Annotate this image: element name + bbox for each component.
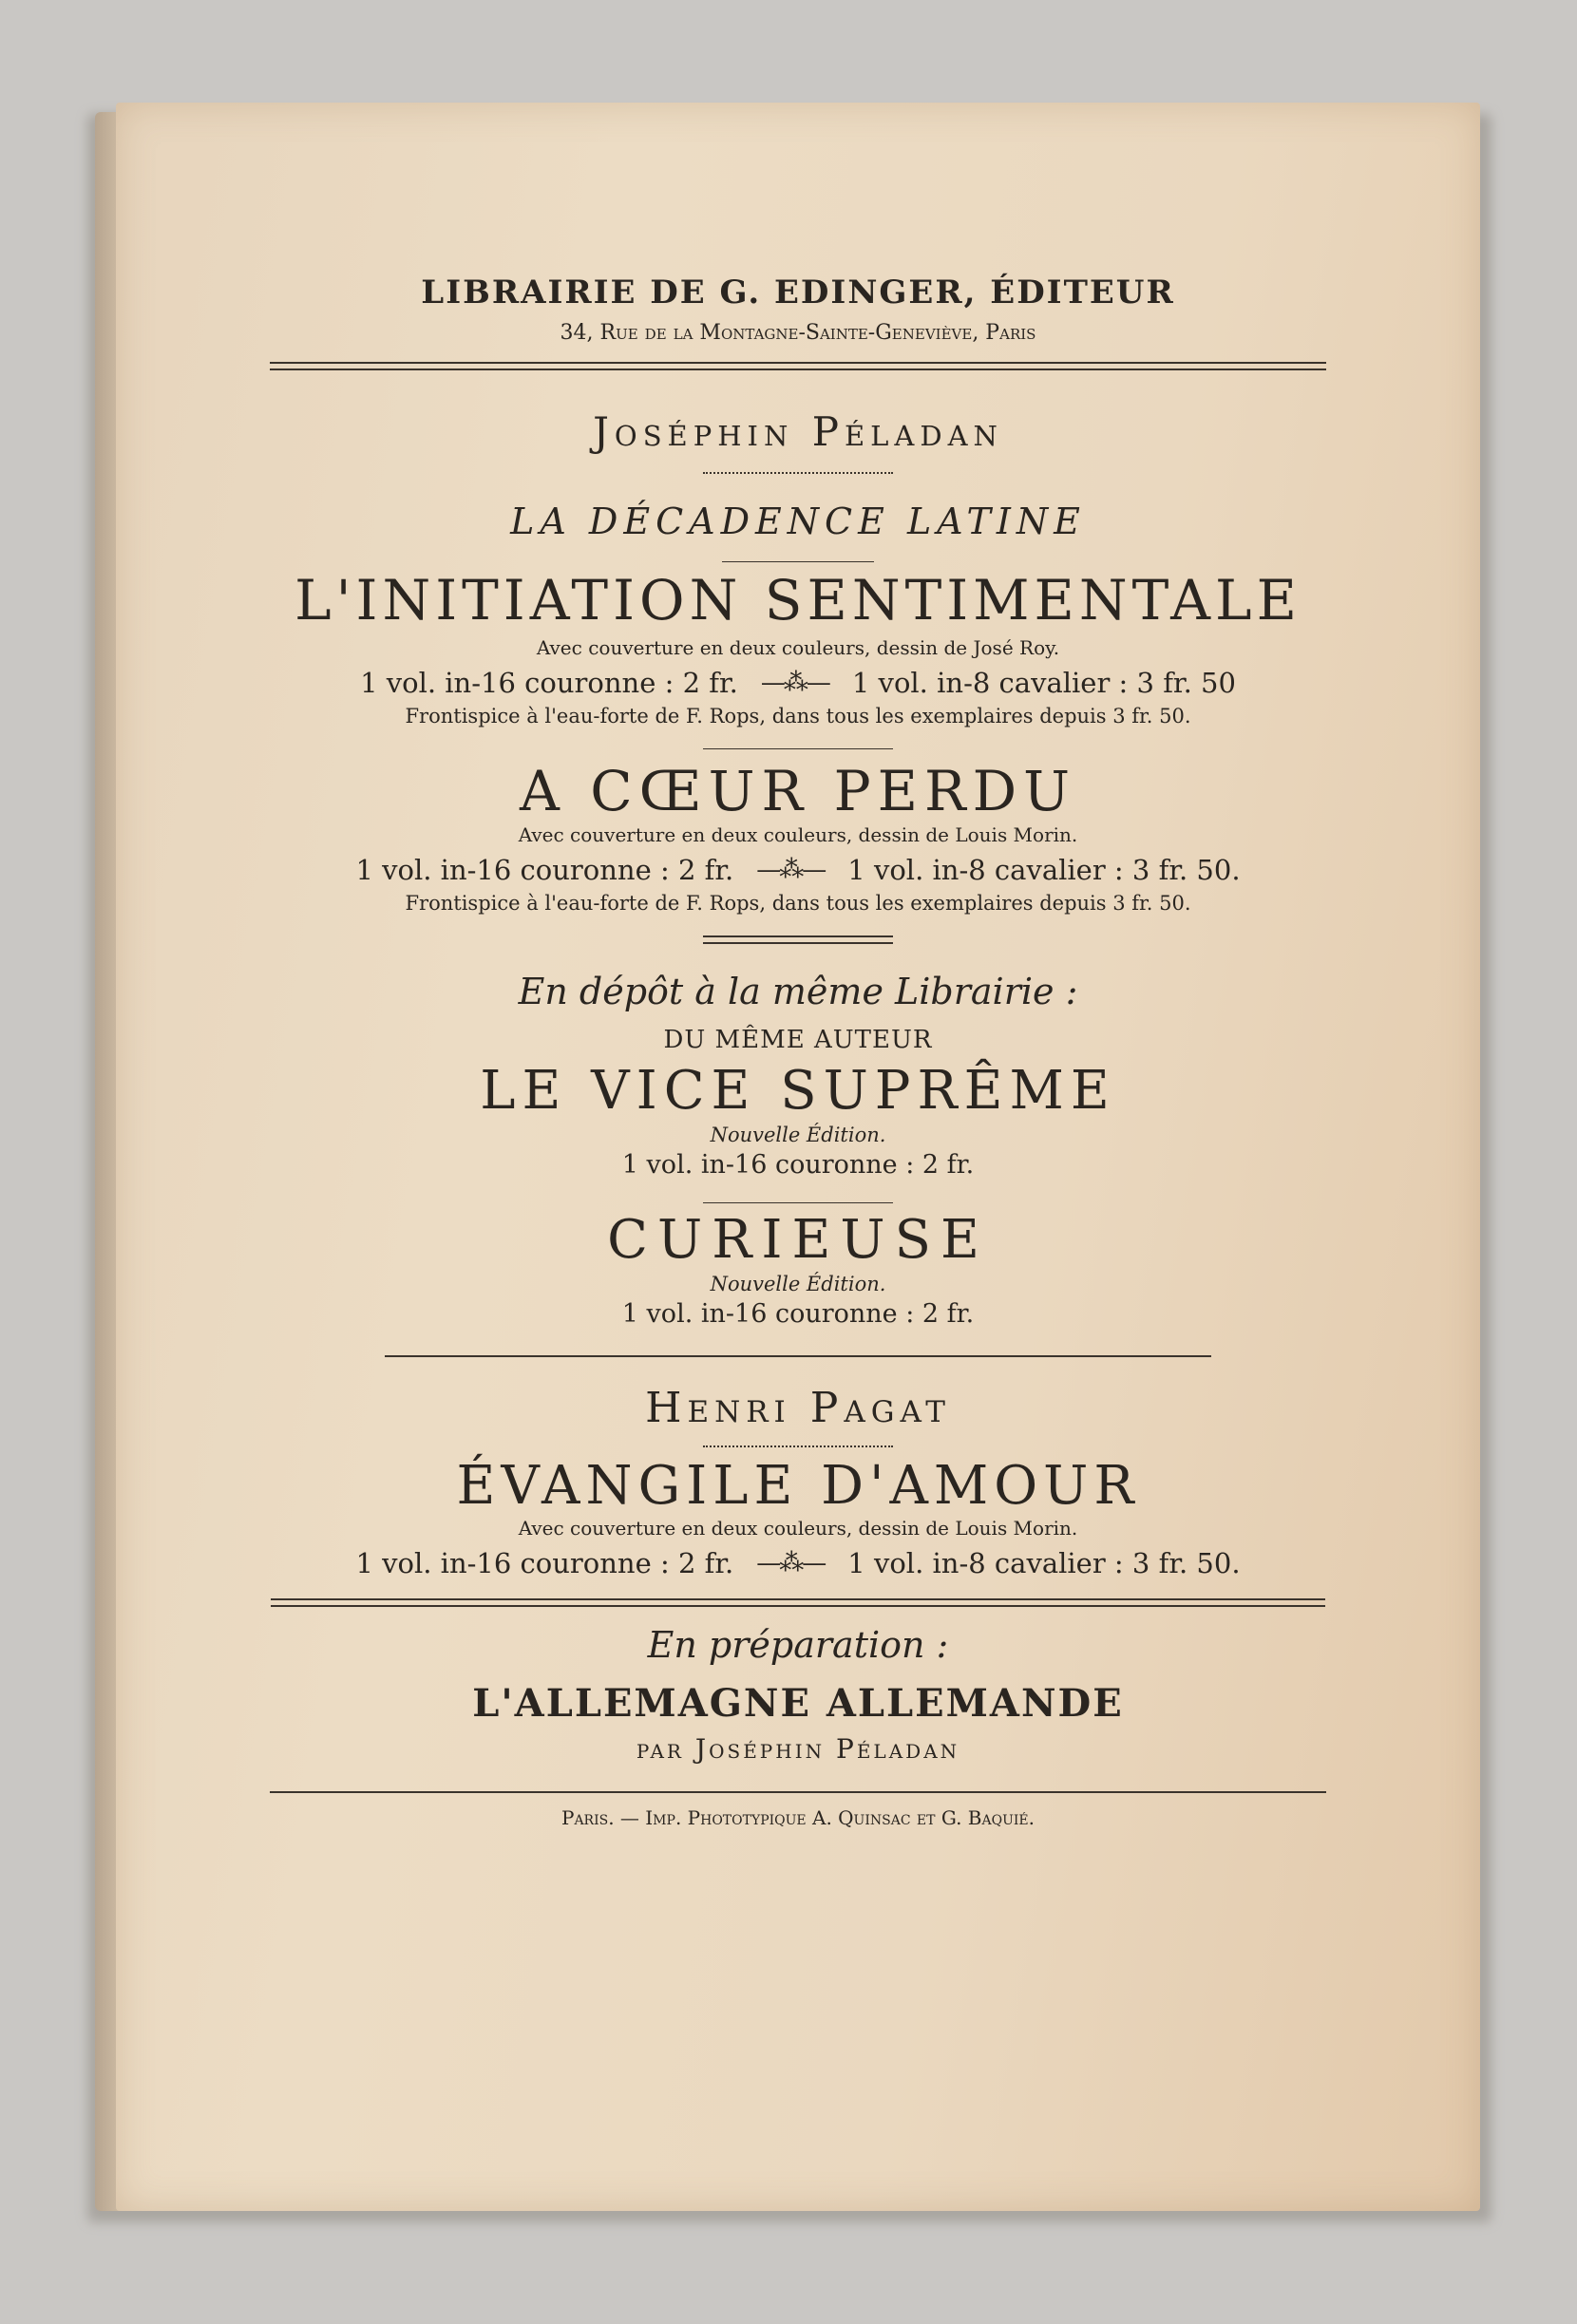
author-rule: [703, 472, 893, 474]
author-rule: [703, 1445, 893, 1447]
depot-note: En dépôt à la même Librairie :: [518, 971, 1078, 1012]
book-curieuse-price: 1 vol. in-16 couronne : 2 fr.: [621, 1299, 975, 1329]
book-coeur-title: A CŒUR PERDU: [519, 759, 1077, 823]
section-rule: [703, 748, 893, 749]
book-vice-price: 1 vol. in-16 couronne : 2 fr.: [621, 1150, 975, 1180]
section-rule-double: [271, 1598, 1325, 1607]
book-vice-title: LE VICE SUPRÊME: [480, 1060, 1116, 1122]
book-initiation-prices: [116, 667, 1480, 699]
book-allemagne-title: L'ALLEMAGNE ALLEMANDE: [472, 1681, 1124, 1726]
series-rule: [722, 561, 874, 562]
book-coeur-frontispiece: Frontispice à l'eau-forte de F. Rops, dans tous les exemplaires depuis 3 fr. 50.: [405, 892, 1191, 915]
book-initiation-frontispiece: Frontispice à l'eau-forte de F. Rops, dans tous les exemplaires depuis 3 fr. 50.: [405, 705, 1191, 727]
ornament-icon: —⁂—: [756, 856, 826, 884]
footer-rule: [270, 1791, 1326, 1793]
book-coeur-cover: Avec couverture en deux couleurs, dessin de Louis Morin.: [518, 823, 1078, 846]
price-in16: 1 vol. in-16 couronne : 2 fr.: [360, 667, 738, 699]
book-allemagne-byline: par Joséphin Péladan: [636, 1733, 960, 1765]
book-evangile-cover: Avec couverture en deux couleurs, dessin de Louis Morin.: [518, 1517, 1078, 1540]
book-evangile-prices: [116, 1547, 1480, 1579]
price-in8: 1 vol. in-8 cavalier : 3 fr. 50.: [847, 1547, 1241, 1579]
price-in8: 1 vol. in-8 cavalier : 3 fr. 50: [851, 667, 1236, 699]
book-evangile-title: ÉVANGILE D'AMOUR: [456, 1455, 1140, 1517]
publisher-address: 34, Rue de la Montagne-Sainte-Geneviève, Paris: [560, 321, 1036, 345]
imprint-line: Paris. — Imp. Phototypique A. Quinsac et G. Baquié.: [560, 1806, 1035, 1829]
price-in16: 1 vol. in-16 couronne : 2 fr.: [355, 854, 734, 886]
preparation-note: En préparation :: [647, 1624, 949, 1666]
book-back-cover: [116, 103, 1480, 2211]
publisher-name: LIBRAIRIE DE G. EDINGER, ÉDITEUR: [421, 274, 1175, 312]
book-curieuse-edition: Nouvelle Édition.: [710, 1273, 886, 1295]
author-peladan: Joséphin Péladan: [593, 408, 1003, 455]
ornament-icon: —⁂—: [760, 669, 829, 697]
cover-text: [116, 103, 1480, 1829]
book-curieuse-title: CURIEUSE: [607, 1209, 989, 1271]
author-pagat: Henri Pagat: [645, 1384, 951, 1432]
same-author-label: DU MÊME AUTEUR: [663, 1026, 933, 1054]
series-title: LA DÉCADENCE LATINE: [510, 501, 1086, 542]
section-rule: [703, 935, 893, 944]
header-rule: [270, 362, 1326, 370]
section-rule-long: [385, 1355, 1211, 1357]
price-in8: 1 vol. in-8 cavalier : 3 fr. 50.: [847, 854, 1241, 886]
book-coeur-prices: [116, 854, 1480, 886]
book-initiation-title: L'INITIATION SENTIMENTALE: [294, 568, 1302, 633]
ornament-icon: —⁂—: [756, 1549, 826, 1578]
book-vice-edition: Nouvelle Édition.: [710, 1124, 886, 1146]
price-in16: 1 vol. in-16 couronne : 2 fr.: [355, 1547, 734, 1579]
book-initiation-cover: Avec couverture en deux couleurs, dessin de José Roy.: [536, 636, 1060, 659]
section-rule: [703, 1202, 893, 1203]
